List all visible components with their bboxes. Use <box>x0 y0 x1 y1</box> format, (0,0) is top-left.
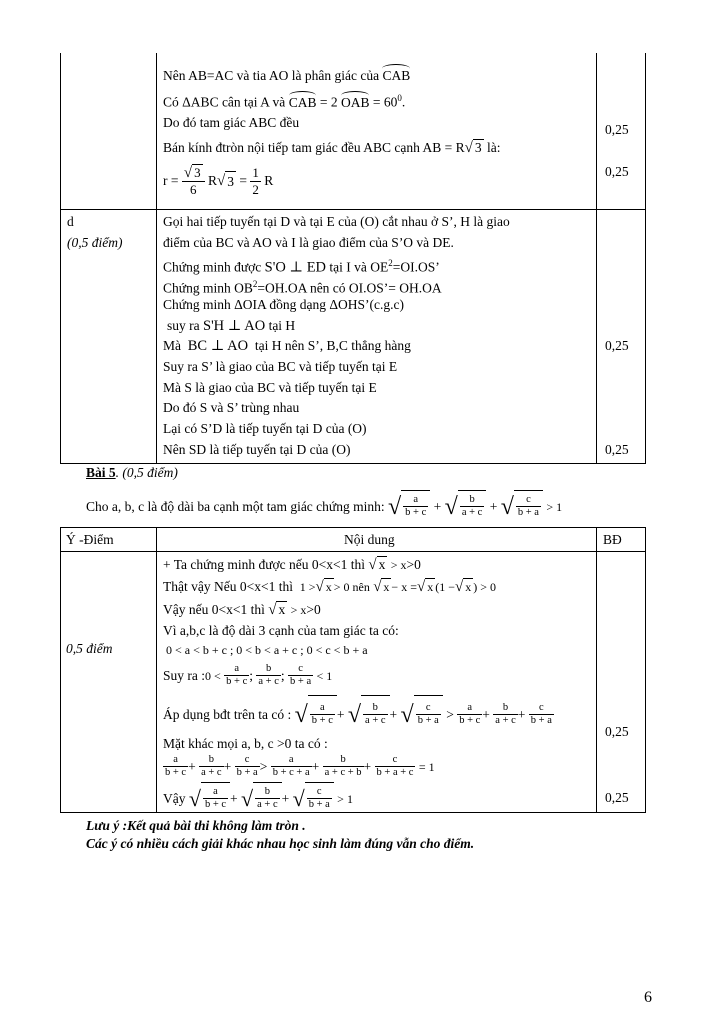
table-border <box>645 53 646 463</box>
note: Các ý có nhiều cách giải khác nhau học sinh làm đúng vẫn cho điểm. <box>86 836 475 851</box>
content-line: Chứng minh được S'O ⊥ ED tại I và $OE^2=OI.OS$’ <box>163 258 440 276</box>
content-line: Chứng minh ΔOIA đồng dạng ΔOHS’(c.g.c) <box>163 297 405 312</box>
content-line: điểm của BC và AO và I là giao điểm của S’O và DE. <box>163 235 454 250</box>
content-line: Nên SD là tiếp tuyến tại D của (O) <box>163 442 351 457</box>
table-border <box>156 527 157 813</box>
content-line: Mặt khác mọi a, b, c >0 ta có : <box>163 736 328 751</box>
content-line: Vậy nếu 0<x<1 thì √ x > x>0 <box>163 602 321 618</box>
table-header: Ý -Điểm <box>66 532 114 547</box>
score: 0,25 <box>605 790 629 805</box>
row-points: 0,5 điểm <box>66 641 113 656</box>
content-line: Vì a,b,c là độ dài 3 cạnh của tam giác ta có: <box>163 623 399 638</box>
table-header: BĐ <box>603 532 622 547</box>
table-border <box>60 551 646 552</box>
part-points: (0,5 điểm) <box>67 235 123 250</box>
content-line: Chứng minh $OB^2=OH.OA$ nên có OI.OS’= OH.OA <box>163 279 442 296</box>
table-border <box>596 53 597 463</box>
table-border <box>60 527 61 813</box>
content-line: Nên AB=AC và tia AO là phân giác của CAB <box>163 64 410 84</box>
content-line: Lại có S’D là tiếp tuyến tại D của (O) <box>163 421 367 436</box>
content-line: Áp dụng bđt trên ta có : √ $\frac{a}{b + c}$ + √ $\frac{b}{a + c}$ + √ $\frac{c}{b + a}$ > $\frac{a}{b + c}$ + $\frac{b}{a + c}$ + $\frac{c}{b + a}$ <box>163 695 554 733</box>
content-line: Có ΔABC cân tại A và CAB = 2 OAB = $60^0$. <box>163 90 405 111</box>
content-line: Mà S là giao của BC và tiếp tuyến tại E <box>163 380 377 395</box>
content-line: Gọi hai tiếp tuyến tại D và tại E của (O) cắt nhau ở S’, H là giao <box>163 214 510 229</box>
radius-formula: r = $\frac{√ 3}{6}$ R√ 3 = $\frac{1}{2}$ R <box>163 164 274 197</box>
table-border <box>60 812 646 813</box>
score: 0,25 <box>605 338 629 353</box>
content-line: + Ta chứng minh được nếu 0<x<1 thì √ x > x>0 <box>163 557 421 573</box>
score: 0,25 <box>605 122 629 137</box>
table-border <box>60 209 646 210</box>
table-header: Nội dung <box>344 532 395 547</box>
content-line: suy ra S'H ⊥ AO tại H <box>167 318 296 334</box>
note: Lưu ý :Kết quả bài thi không làm tròn . <box>86 818 306 833</box>
part-label: d <box>67 214 74 229</box>
angle-cab: CAB <box>382 64 410 84</box>
table-border <box>156 53 157 463</box>
content-line: Do đó S và S’ trùng nhau <box>163 400 300 415</box>
content-line: Bán kính đtròn nội tiếp tam giác đều ABC cạnh AB = R√ 3 là: <box>163 140 501 156</box>
table-border <box>596 527 597 813</box>
table-border <box>60 463 646 464</box>
content-line: Do đó tam giác ABC đều <box>163 115 300 130</box>
score: 0,25 <box>605 724 629 739</box>
table-border <box>60 53 61 463</box>
score: 0,25 <box>605 442 629 457</box>
content-line: 0 < a < b + c ; 0 < b < a + c ; 0 < c < b + a <box>166 643 368 657</box>
content-line: Vậy √ $\frac{a}{b + c}$ + √ $\frac{b}{a + c}$ + √ $\frac{c}{b + a}$ > 1 <box>163 782 353 814</box>
exercise-prompt: Cho a, b, c là độ dài ba cạnh một tam giác chứng minh: √ $\frac{a}{b + c}$ + √ $\frac{b}{a + c}$ + √ $\frac{c}{b + a}$ > 1 <box>86 490 562 522</box>
page-number: 6 <box>644 989 652 1006</box>
table-border <box>645 527 646 813</box>
exercise-title: Bài 5. (0,5 điểm) <box>86 465 178 480</box>
content-line: Suy ra :0 < $\frac{a}{b + c}$ ; $\frac{b}{a + c}$ ; $\frac{c}{b + a}$ < 1 <box>163 663 333 688</box>
content-line: Mà BC ⊥ AO tại H nên S’, B,C thẳng hàng <box>163 338 411 354</box>
content-line: $\frac{a}{b + c}$ + $\frac{b}{a + c}$ + $\frac{c}{b + a}$ > $\frac{a}{b + c + a}$ + $\frac{b}{a + c + b}$ + $\frac{c}{b + a + c}$ = 1 <box>165 754 435 779</box>
content-line: Thật vậy Nếu 0<x<1 thì 1 >√ x > 0 nên √ x − x =√ x (1 −√ x ) > 0 <box>163 579 496 595</box>
table-border <box>60 527 646 528</box>
score: 0,25 <box>605 164 629 179</box>
content-line: Suy ra S’ là giao của BC và tiếp tuyến tại E <box>163 359 398 374</box>
